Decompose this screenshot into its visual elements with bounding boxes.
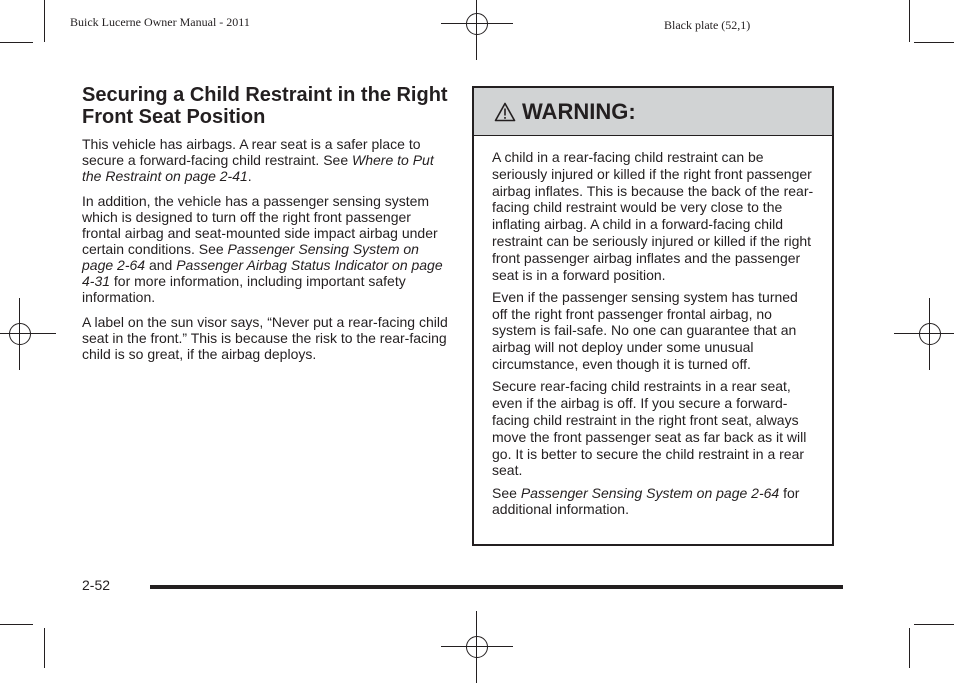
paragraph: Even if the passenger sensing system has turned off the right front passenger frontal airbag, no system is fail-safe. No one can guarantee that an airbag will not deploy under some unusual circumstance, even though it is turned off.	[492, 288, 798, 373]
cross-reference-link[interactable]: Passenger Sensing System on page 2-64	[82, 241, 419, 273]
paragraph: Secure rear-facing child restraints in a rear seat, even if the airbag is off. If you secure a forward-facing child restraint in the right front seat, always move the front passenger seat as far back as it will go. It is better to secure the child restraint in a rear seat.	[492, 378, 807, 479]
crop-mark	[0, 624, 33, 625]
manual-title: Buick Lucerne Owner Manual - 2011	[70, 15, 250, 29]
warning-body	[474, 136, 832, 518]
warning-box	[472, 86, 834, 546]
crop-mark	[44, 0, 45, 42]
crop-mark	[914, 42, 954, 43]
crop-mark	[909, 0, 910, 42]
text: for additional information.	[492, 484, 800, 518]
cross-reference-link[interactable]: Passenger Airbag Status Indicator on page 4-31	[82, 257, 443, 289]
page-number: 2-52	[82, 577, 111, 593]
paragraph	[492, 485, 816, 519]
crop-mark	[0, 42, 33, 43]
paragraph: A child in a rear-facing child restraint can be seriously injured or killed if the right front passenger airbag inflates. This is because the back of the rear-facing child restraint would be very close to the inflating airbag. A child in a forward-facing child restraint can be seriously injured or killed if the right front passenger airbag inflates and the passenger seat is in a forward position.	[492, 149, 814, 283]
footer-rule	[150, 585, 843, 589]
left-column	[82, 84, 452, 371]
crop-mark	[909, 628, 910, 668]
section-title: Securing a Child Restraint in the Right Front Seat Position	[82, 84, 448, 128]
crop-mark	[914, 624, 954, 625]
paragraph	[82, 136, 452, 184]
text: See	[492, 484, 521, 501]
paragraph	[82, 193, 452, 305]
text: .	[247, 168, 252, 184]
text: for more information, including important safety information.	[82, 273, 406, 305]
paragraph: A label on the sun visor says, “Never put a rear-facing child seat in the front.” This is because the risk to the rear-facing child is so great, if the airbag deploys.	[82, 314, 448, 362]
text: This vehicle has airbags. A rear seat is a safer place to secure a forward-facing child restraint. See	[82, 136, 421, 168]
warning-header	[474, 88, 832, 136]
registration-mark-bottom	[441, 611, 513, 683]
registration-mark-left	[0, 298, 56, 370]
plate-label: Black plate (52,1)	[664, 18, 751, 32]
cross-reference-link[interactable]: Where to Put the Restraint on page 2-41	[82, 152, 434, 184]
warning-triangle-icon	[494, 102, 516, 122]
cross-reference-link[interactable]: Passenger Sensing System on page 2-64	[520, 484, 780, 501]
warning-title: WARNING:	[522, 98, 636, 124]
crop-mark	[44, 628, 45, 668]
registration-mark-right	[894, 298, 954, 370]
registration-mark-top	[441, 0, 513, 60]
text: and	[145, 257, 177, 273]
text: In addition, the vehicle has a passenger sensing system which is designed to turn off the right front passenger frontal airbag and seat-mounted side impact airbag under certain conditions. See	[82, 193, 438, 257]
